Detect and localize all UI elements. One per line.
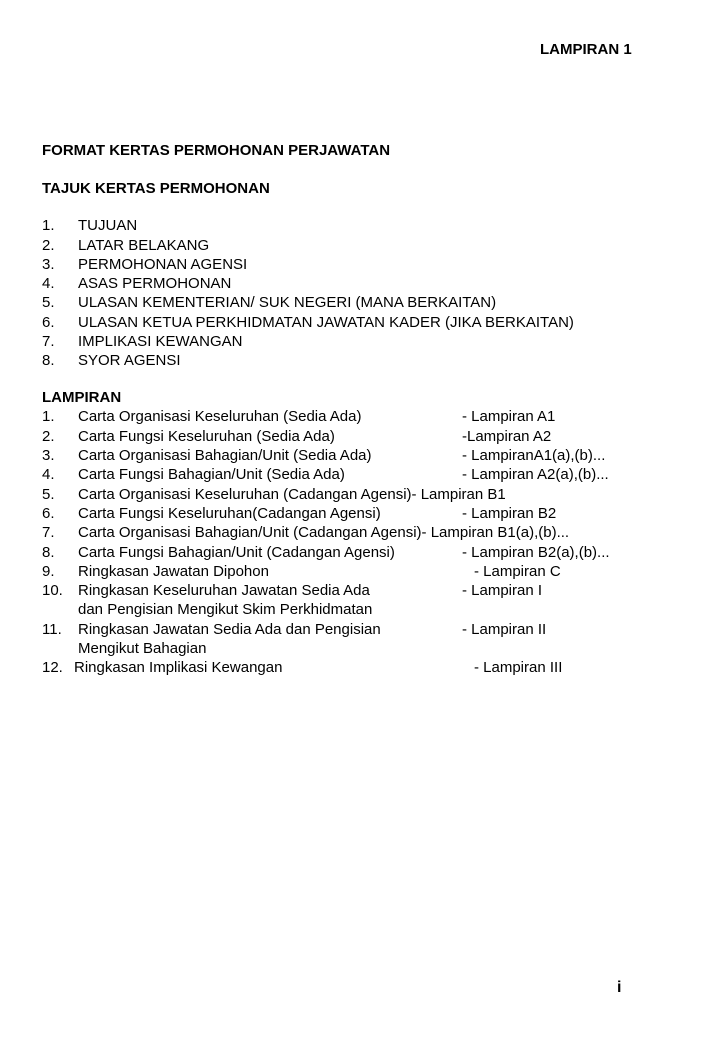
- lampiran-number: 5.: [42, 486, 55, 503]
- section-number: 4.: [42, 275, 55, 292]
- list-item: [0, 465, 720, 484]
- lampiran-text-continuation: dan Pengisian Mengikut Skim Perkhidmatan: [78, 601, 373, 618]
- lampiran-text: Carta Fungsi Bahagian/Unit (Cadangan Agensi): [78, 544, 395, 561]
- section-text: ULASAN KEMENTERIAN/ SUK NEGERI (MANA BERKAITAN): [78, 294, 497, 311]
- section-number: 8.: [42, 352, 55, 369]
- list-item: [0, 543, 720, 562]
- header-lampiran-label: LAMPIRAN 1: [540, 41, 632, 58]
- list-item-continuation: [0, 600, 720, 619]
- lampiran-reference: -Lampiran A2: [462, 428, 552, 445]
- lampiran-reference: - Lampiran C: [474, 563, 561, 580]
- list-item: [0, 332, 720, 351]
- section-number: 1.: [42, 217, 55, 234]
- list-item: [0, 236, 720, 255]
- list-item-continuation: [0, 639, 720, 658]
- lampiran-number: 11.: [42, 621, 62, 638]
- section-number: 6.: [42, 314, 55, 331]
- section-number: 2.: [42, 237, 55, 254]
- lampiran-text: Carta Fungsi Keseluruhan (Sedia Ada): [78, 428, 335, 445]
- lampiran-number: 2.: [42, 428, 55, 445]
- lampiran-number: 10.: [42, 582, 63, 599]
- section-number: 5.: [42, 294, 55, 311]
- lampiran-reference: - Lampiran B2: [462, 505, 557, 522]
- lampiran-text: Carta Fungsi Bahagian/Unit (Sedia Ada): [78, 466, 345, 483]
- lampiran-number: 4.: [42, 466, 55, 483]
- list-item: [0, 407, 720, 426]
- lampiran-reference: - LampiranA1(a),(b)...: [462, 447, 606, 464]
- list-item: [0, 351, 720, 370]
- lampiran-reference: - Lampiran A1: [462, 408, 556, 425]
- section-text: ULASAN KETUA PERKHIDMATAN JAWATAN KADER (JIKA BERKAITAN): [78, 314, 574, 331]
- list-item: [0, 562, 720, 581]
- list-item: [0, 620, 720, 639]
- list-item: [0, 523, 720, 542]
- section-text: LATAR BELAKANG: [78, 237, 210, 254]
- lampiran-reference: - Lampiran II: [462, 621, 547, 638]
- list-item: [0, 581, 720, 600]
- section-text: PERMOHONAN AGENSI: [78, 256, 248, 273]
- lampiran-number: 6.: [42, 505, 55, 522]
- section-number: 3.: [42, 256, 55, 273]
- lampiran-text: Carta Organisasi Bahagian/Unit (Sedia Ada): [78, 447, 372, 464]
- list-item: [0, 427, 720, 446]
- lampiran-reference: - Lampiran III: [474, 659, 563, 676]
- lampiran-text: Ringkasan Keseluruhan Jawatan Sedia Ada: [78, 582, 370, 599]
- list-item: [0, 485, 720, 504]
- lampiran-number: 7.: [42, 524, 55, 541]
- lampiran-text: Carta Organisasi Keseluruhan (Sedia Ada): [78, 408, 362, 425]
- list-item: [0, 274, 720, 293]
- list-item: [0, 293, 720, 312]
- document-title: FORMAT KERTAS PERMOHONAN PERJAWATAN: [42, 142, 391, 159]
- list-item: [0, 504, 720, 523]
- list-item: [0, 216, 720, 235]
- section-text: SYOR AGENSI: [78, 352, 181, 369]
- lampiran-text: Carta Organisasi Keseluruhan (Cadangan Agensi)- Lampiran B1: [78, 486, 506, 503]
- lampiran-number: 8.: [42, 544, 55, 561]
- lampiran-heading: LAMPIRAN: [42, 389, 122, 406]
- lampiran-text-continuation: Mengikut Bahagian: [78, 640, 207, 657]
- section-text: TUJUAN: [78, 217, 138, 234]
- list-item: [0, 446, 720, 465]
- lampiran-reference: - Lampiran A2(a),(b)...: [462, 466, 609, 483]
- lampiran-reference: - Lampiran I: [462, 582, 543, 599]
- lampiran-text: Carta Fungsi Keseluruhan(Cadangan Agensi): [78, 505, 381, 522]
- list-item: [0, 658, 720, 677]
- lampiran-text: Ringkasan Implikasi Kewangan: [74, 659, 283, 676]
- list-item: [0, 313, 720, 332]
- lampiran-text: Ringkasan Jawatan Dipohon: [78, 563, 269, 580]
- lampiran-number: 9.: [42, 563, 55, 580]
- section-number: 7.: [42, 333, 55, 350]
- lampiran-number: 12.: [42, 659, 63, 676]
- lampiran-text: Ringkasan Jawatan Sedia Ada dan Pengisian: [78, 621, 381, 638]
- lampiran-text: Carta Organisasi Bahagian/Unit (Cadangan Agensi)- Lampiran B1(a),(b)...: [78, 524, 570, 541]
- section-text: IMPLIKASI KEWANGAN: [78, 333, 243, 350]
- lampiran-number: 1.: [42, 408, 55, 425]
- list-item: [0, 255, 720, 274]
- lampiran-reference: - Lampiran B2(a),(b)...: [462, 544, 610, 561]
- section-text: ASAS PERMOHONAN: [78, 275, 232, 292]
- lampiran-number: 3.: [42, 447, 55, 464]
- document-subtitle: TAJUK KERTAS PERMOHONAN: [42, 180, 270, 197]
- page-number: i: [617, 979, 622, 996]
